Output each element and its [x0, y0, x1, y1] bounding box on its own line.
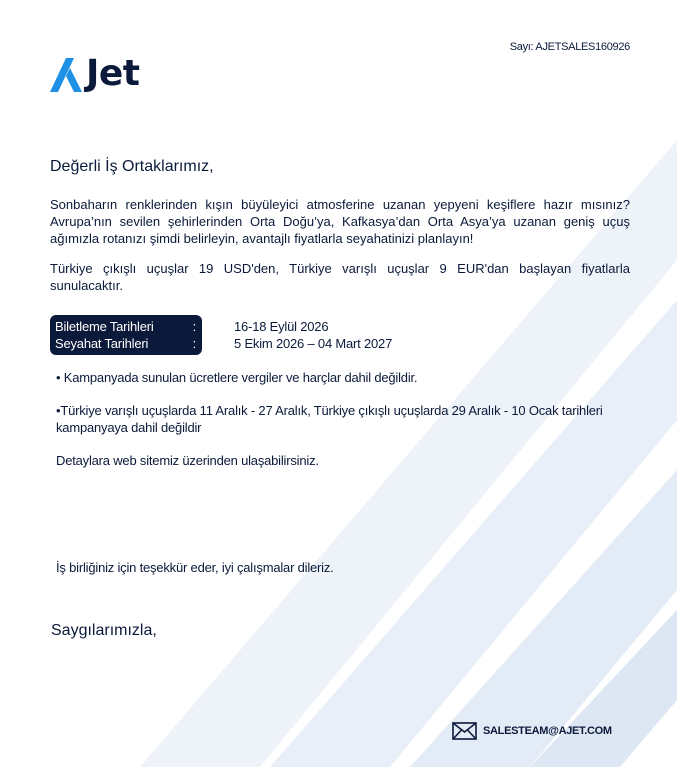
letter-body	[50, 158, 630, 469]
footer-email	[452, 722, 612, 740]
mail-icon	[452, 722, 477, 740]
ticketing-dates-separator: :	[192, 319, 196, 334]
thanks-text: İş birliğiniz için teşekkür eder, iyi çalışmalar dileriz.	[56, 560, 334, 575]
logo-wordmark: Jet	[86, 53, 140, 94]
price-paragraph: Türkiye çıkışlı uçuşlar 19 USD'den, Türkiye varışlı uçuşlar 9 EUR'dan başlayan fiyatlarla sunulacaktır.	[50, 261, 630, 293]
details-text: Detaylara web sitemiz üzerinden ulaşabilirsiniz.	[56, 453, 319, 468]
ajet-logo	[48, 54, 140, 94]
greeting: Değerli İş Ortaklarımız,	[50, 158, 214, 175]
dates-labels-box	[50, 315, 202, 355]
ticketing-dates-label: Biletleme Tarihleri	[55, 319, 154, 334]
ticketing-dates-label-row	[55, 318, 196, 335]
travel-dates-label: Seyahat Tarihleri	[55, 336, 149, 351]
dates-values	[234, 315, 392, 355]
document-number: Sayı: AJETSALES160926	[509, 41, 630, 53]
intro-paragraph: Sonbaharın renklerinden kışın büyüleyici atmosferine uzanan yepyeni keşiflere hazır mısınız? Avrupa’nın sevilen şehirlerinden Orta Doğu’ya, Kafkasya’dan Orta Asya’ya uzanan geniş uçuş ağımızla rotanızı şimdi belirleyin, avantajlı fiyatlarla seyahatinizi planlayın!	[50, 197, 630, 246]
ajet-logo-icon	[48, 54, 86, 94]
campaign-dates	[50, 315, 630, 355]
taxes-note: • Kampanyada sunulan ücretlere vergiler ve harçlar dahil değildir.	[56, 370, 418, 385]
ticketing-dates-value: 16-18 Eylül 2026	[234, 319, 329, 334]
travel-dates-value: 5 Ekim 2026 – 04 Mart 2027	[234, 336, 393, 351]
regards-text: Saygılarımızla,	[51, 622, 157, 639]
excluded-dates-note: •Türkiye varışlı uçuşlarda 11 Aralık - 27 Aralık, Türkiye çıkışlı uçuşlarda 29 Aralık - 10 Ocak tarihleri kampanyaya dahil değildir	[56, 403, 603, 435]
email-address[interactable]: SALESTEAM@AJET.COM	[483, 725, 612, 737]
travel-dates-label-row	[55, 335, 196, 352]
travel-dates-separator: :	[192, 336, 196, 351]
